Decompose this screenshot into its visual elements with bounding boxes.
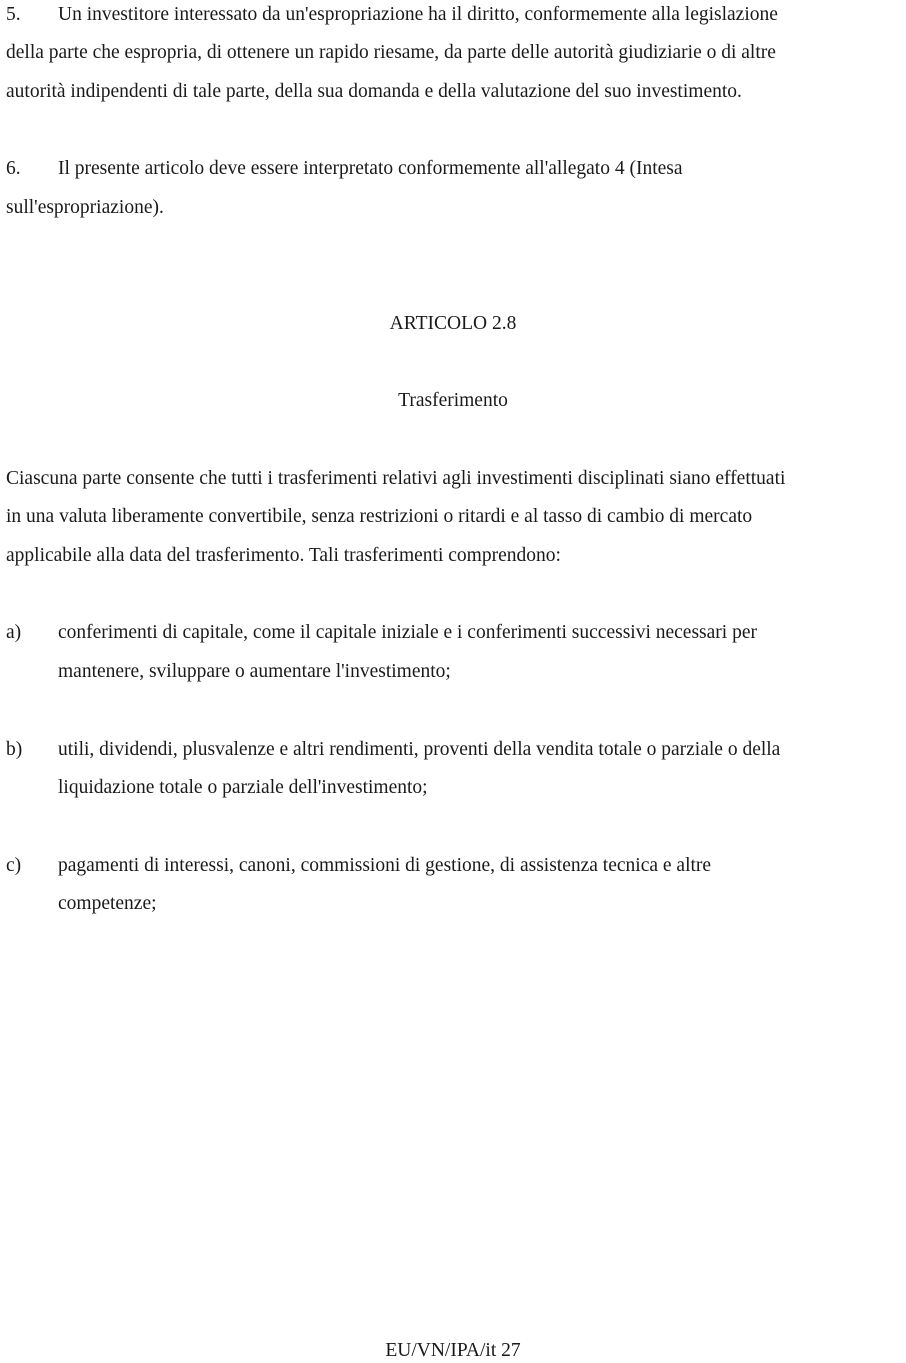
paragraph-line: applicabile alla data del trasferimento. Tali trasferimenti comprendono:: [6, 545, 561, 566]
list-item-line: mantenere, sviluppare o aumentare l'investimento;: [58, 661, 451, 682]
list-item-label: a): [6, 622, 22, 643]
list-item-line: liquidazione totale o parziale dell'investimento;: [58, 777, 428, 798]
list-item-line: pagamenti di interessi, canoni, commissioni di gestione, di assistenza tecnica e altre: [58, 855, 712, 876]
paragraph-number: 6.: [6, 158, 21, 179]
list-item-line: competenze;: [58, 893, 157, 914]
article-heading: ARTICOLO 2.8: [389, 313, 517, 334]
list-item-line: utili, dividendi, plusvalenze e altri rendimenti, proventi della vendita totale o parziale o della: [58, 739, 781, 760]
paragraph-line: Ciascuna parte consente che tutti i trasferimenti relativi agli investimenti disciplinati siano effettuati: [6, 468, 786, 489]
page-footer: EU/VN/IPA/it 27: [385, 1340, 521, 1361]
paragraph-line: Il presente articolo deve essere interpretato conformemente all'allegato 4 (Intesa: [58, 158, 683, 179]
paragraph-line: in una valuta liberamente convertibile, senza restrizioni o ritardi e al tasso di cambio di mercato: [6, 506, 753, 527]
list-item-line: conferimenti di capitale, come il capitale iniziale e i conferimenti successivi necessari per: [58, 622, 757, 643]
article-title: Trasferimento: [398, 390, 508, 411]
paragraph-line: autorità indipendenti di tale parte, della sua domanda e della valutazione del suo investimento.: [6, 81, 742, 102]
paragraph-line: sull'espropriazione).: [6, 197, 164, 218]
paragraph-line: della parte che espropria, di ottenere un rapido riesame, da parte delle autorità giudiziarie o di altre: [6, 42, 776, 63]
list-item-label: b): [6, 739, 23, 760]
paragraph-number: 5.: [6, 4, 21, 25]
list-item-label: c): [6, 855, 22, 876]
paragraph-line: Un investitore interessato da un'espropriazione ha il diritto, conformemente alla legislazione: [58, 4, 778, 25]
